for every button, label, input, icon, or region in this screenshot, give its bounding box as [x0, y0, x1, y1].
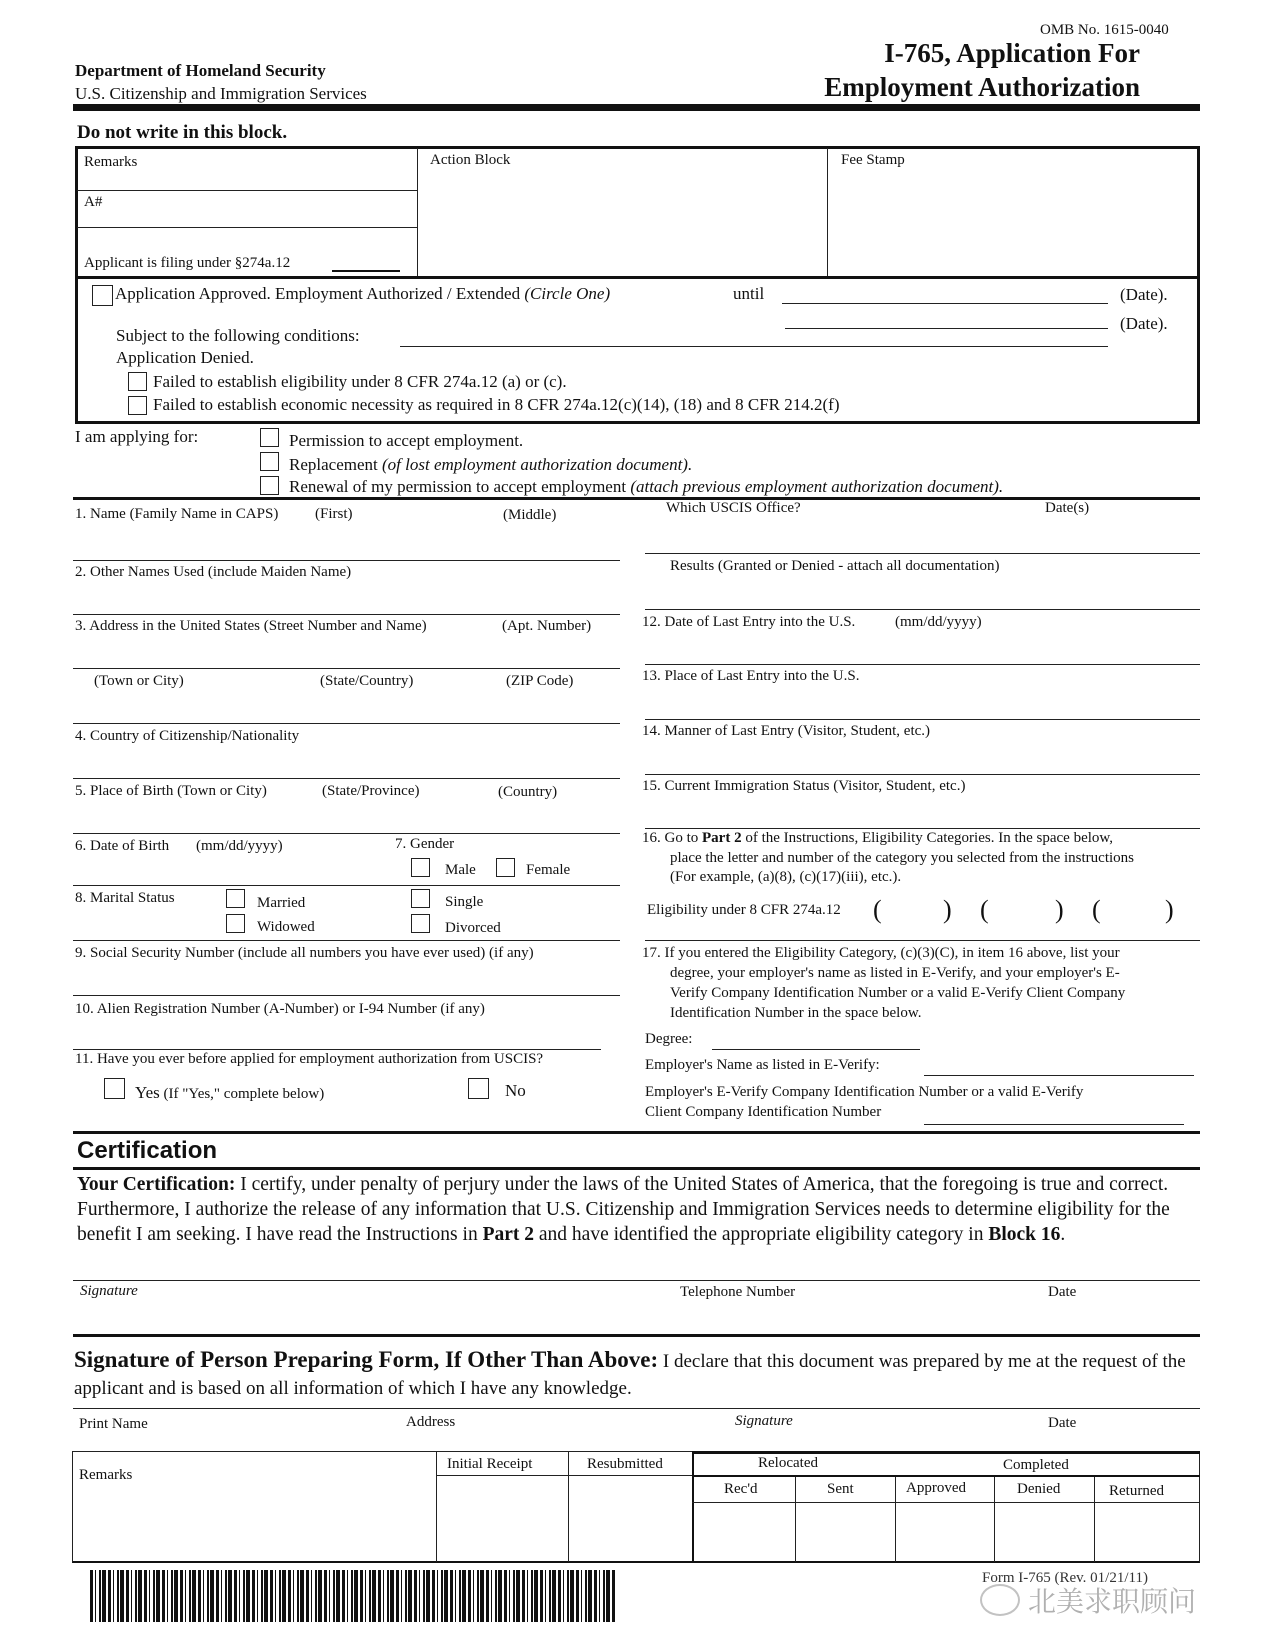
approved-text: Application Approved. Employment Authorized / Extended: [115, 284, 521, 303]
q4-label: 4. Country of Citizenship/Nationality: [75, 728, 300, 744]
cert-date-label: Date: [1048, 1284, 1077, 1300]
male-checkbox[interactable]: [411, 858, 430, 877]
eligibility-label: Eligibility under 8 CFR 274a.12: [647, 902, 841, 918]
q11-no-checkbox[interactable]: [468, 1078, 489, 1099]
form-title-line1: I-765, Application For: [884, 38, 1140, 68]
q1-label: 1. Name (Family Name in CAPS): [75, 506, 279, 522]
everify-label-line2: Client Company Identification Number: [645, 1104, 882, 1120]
filing-under-label: Applicant is filing under §274a.12: [84, 255, 291, 271]
print-name-label: Print Name: [79, 1416, 148, 1432]
failed-economic-label: Failed to establish economic necessity as required in 8 CFR 274a.12(c)(14), (18) and 8 CFR 214.2(f): [153, 395, 840, 414]
barcode: [90, 1570, 615, 1622]
replacement-line: [289, 455, 692, 475]
sent-label: Sent: [827, 1481, 854, 1497]
results-label: Results (Granted or Denied - attach all documentation): [670, 558, 1000, 574]
married-label: Married: [257, 895, 306, 911]
failed-economic-checkbox[interactable]: [128, 396, 147, 415]
office-remarks-label: Remarks: [84, 154, 138, 170]
failed-eligibility-label: Failed to establish eligibility under 8 CFR 274a.12 (a) or (c).: [153, 372, 567, 391]
preparer-date-label: Date: [1048, 1415, 1077, 1431]
q16-line2: place the letter and number of the category you selected from the instructions: [670, 850, 1134, 866]
replacement-checkbox[interactable]: [260, 452, 279, 471]
permission-label: Permission to accept employment.: [289, 431, 524, 450]
q16-line3: (For example, (a)(8), (c)(17)(iii), etc.).: [670, 869, 902, 885]
subject-label: Subject to the following conditions:: [116, 326, 360, 345]
returned-col-label: Returned: [1109, 1483, 1164, 1499]
female-label: Female: [526, 862, 571, 878]
q15-label: 15. Current Immigration Status (Visitor, Student, etc.): [642, 778, 966, 794]
q14-label: 14. Manner of Last Entry (Visitor, Student, etc.): [642, 723, 931, 739]
male-label: Male: [445, 862, 476, 878]
widowed-label: Widowed: [257, 919, 315, 935]
date2-label: (Date).: [1120, 314, 1168, 333]
renewal-line: [289, 477, 1003, 497]
approved-checkbox[interactable]: [92, 285, 113, 306]
everify-label-line1: Employer's E-Verify Company Identification Number or a valid E-Verify: [645, 1084, 1084, 1100]
fee-stamp-label: Fee Stamp: [841, 152, 905, 168]
single-label: Single: [445, 894, 484, 910]
circle-one-text: (Circle One): [524, 284, 611, 303]
q5-country-label: (Country): [498, 784, 558, 800]
completed-label: Completed: [1003, 1457, 1069, 1473]
divorced-checkbox[interactable]: [411, 914, 430, 933]
watermark-text: 北美求职顾问: [1028, 1585, 1197, 1618]
recd-label: Rec'd: [724, 1481, 758, 1497]
q9-label: 9. Social Security Number (include all numbers you have ever used) (if any): [75, 945, 534, 961]
renewal-checkbox[interactable]: [260, 476, 279, 495]
q11-yes-label: Yes: [135, 1083, 160, 1102]
q3-state-label: (State/Country): [320, 673, 414, 689]
q11-yes-line: [135, 1083, 324, 1103]
omb-number: OMB No. 1615-0040: [1040, 22, 1169, 38]
uscis-office-label: Which USCIS Office?: [666, 500, 801, 516]
q16-label: 16. Go to Part 2 of the Instructions, Eligibility Categories. In the space below,: [642, 830, 1114, 846]
certification-heading: Certification: [77, 1137, 218, 1164]
single-checkbox[interactable]: [411, 889, 430, 908]
action-block-label: Action Block: [430, 152, 511, 168]
q17-line3: Verify Company Identification Number or a valid E-Verify Client Company: [670, 985, 1126, 1001]
q5-state-label: (State/Province): [322, 783, 420, 799]
relocated-label: Relocated: [758, 1455, 818, 1471]
failed-eligibility-checkbox[interactable]: [128, 372, 147, 391]
certification-text: Your Certification: I certify, under penalty of perjury under the laws of the United States of America, that the foregoing is true and correct. Furthermore, I authorize the release of any information that U.S. Citizenship and Immigration Services needs to determine eligibility for the benefit I am seeking. I have read the Instructions in Part 2 and have identified the appropriate eligibility category in Block 16.: [77, 1174, 1170, 1245]
denied-col-label: Denied: [1017, 1481, 1061, 1497]
q3-town-label: (Town or City): [94, 673, 184, 689]
q6-format-label: (mm/dd/yyyy): [196, 838, 283, 854]
married-checkbox[interactable]: [226, 889, 245, 908]
q2-label: 2. Other Names Used (include Maiden Name): [75, 564, 352, 580]
q17-line4: Identification Number in the space below.: [670, 1005, 922, 1021]
replacement-note: (of lost employment authorization document).: [382, 455, 693, 474]
wechat-icon: [980, 1584, 1020, 1616]
q1-middle-label: (Middle): [503, 507, 557, 523]
department-name: Department of Homeland Security: [75, 61, 326, 80]
degree-label: Degree:: [645, 1031, 693, 1047]
q11-yes-checkbox[interactable]: [104, 1078, 125, 1099]
telephone-label: Telephone Number: [680, 1284, 796, 1300]
employer-name-label: Employer's Name as listed in E-Verify:: [645, 1057, 880, 1073]
preparer-signature-label: Signature: [735, 1413, 793, 1429]
q13-label: 13. Place of Last Entry into the U.S.: [642, 668, 860, 684]
q10-label: 10. Alien Registration Number (A-Number) or I-94 Number (if any): [75, 1001, 485, 1017]
female-checkbox[interactable]: [496, 858, 515, 877]
table-remarks-label: Remarks: [79, 1467, 133, 1483]
renewal-note: (attach previous employment authorization document).: [630, 477, 1004, 496]
dates-label: Date(s): [1045, 500, 1090, 516]
q6-label: 6. Date of Birth: [75, 838, 170, 854]
a-number-label: A#: [84, 194, 103, 210]
q5-label: 5. Place of Birth (Town or City): [75, 783, 267, 799]
header-rule: [73, 104, 1200, 111]
applicant-signature-label: Signature: [80, 1283, 138, 1299]
until-label: until: [733, 284, 765, 303]
office-block-heading: Do not write in this block.: [77, 122, 288, 143]
replacement-label: Replacement: [289, 455, 378, 474]
q1-first-label: (First): [315, 506, 353, 522]
permission-checkbox[interactable]: [260, 428, 279, 447]
q12-format-label: (mm/dd/yyyy): [895, 614, 982, 630]
renewal-label: Renewal of my permission to accept employment: [289, 477, 627, 496]
widowed-checkbox[interactable]: [226, 914, 245, 933]
q11-yes-note: (If "Yes," complete below): [163, 1086, 325, 1102]
preparer-address-label: Address: [406, 1414, 456, 1430]
date1-label: (Date).: [1120, 285, 1168, 304]
agency-name: U.S. Citizenship and Immigration Services: [75, 84, 367, 103]
q7-label: 7. Gender: [395, 836, 455, 852]
q17-label: 17. If you entered the Eligibility Category, (c)(3)(C), in item 16 above, list your: [642, 945, 1120, 961]
applying-for-label: I am applying for:: [75, 427, 199, 446]
denied-label: Application Denied.: [116, 348, 254, 367]
resubmitted-label: Resubmitted: [587, 1456, 663, 1472]
q3-apt-label: (Apt. Number): [502, 618, 592, 634]
q12-label: 12. Date of Last Entry into the U.S.: [642, 614, 856, 630]
approved-col-label: Approved: [906, 1480, 966, 1496]
q11-label: 11. Have you ever before applied for employment authorization from USCIS?: [75, 1051, 544, 1067]
q17-line2: degree, your employer's name as listed in E-Verify, and your employer's E-: [670, 965, 1120, 981]
form-revision-label: Form I-765 (Rev. 01/21/11): [982, 1570, 1148, 1586]
form-title-line2: Employment Authorization: [824, 72, 1140, 102]
divorced-label: Divorced: [445, 920, 501, 936]
q8-label: 8. Marital Status: [75, 890, 175, 906]
approved-line: [115, 284, 610, 304]
preparer-text: Signature of Person Preparing Form, If Other Than Above: I declare that this document was prepared by me at the request of the applicant and is based on all information of which I have any knowledge.: [74, 1347, 1186, 1399]
initial-receipt-label: Initial Receipt: [447, 1456, 533, 1472]
q3-zip-label: (ZIP Code): [506, 673, 574, 689]
q11-no-label: No: [505, 1081, 526, 1100]
q3-label: 3. Address in the United States (Street Number and Name): [75, 618, 427, 634]
